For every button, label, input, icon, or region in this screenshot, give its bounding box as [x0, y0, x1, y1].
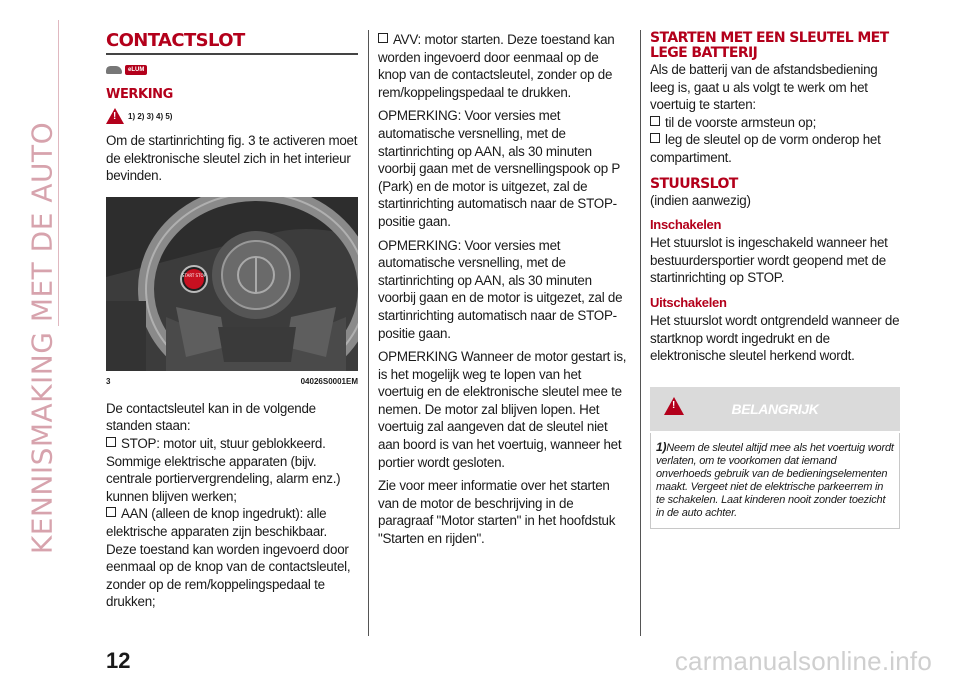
section-title: CONTACTSLOT — [106, 30, 245, 51]
intro-paragraph: Om de startinrichting fig. 3 te activeren moet de elektronische sleutel zich in het interieur bevinden. — [106, 133, 358, 184]
column-middle — [378, 31, 630, 554]
subsection-title: WERKING — [106, 87, 173, 102]
checkbox-bullet-icon — [650, 116, 660, 126]
section-title-stuurslot: STUURSLOT — [650, 175, 738, 192]
inschakelen-text: Het stuurslot is ingeschakeld wanneer het bestuurdersportier wordt geopend met de startinrichting op STOP. — [650, 235, 888, 286]
page-number: 12 — [106, 648, 131, 673]
steering-wheel-figure — [106, 197, 358, 371]
section-title-empty-battery: STARTEN MET EEN SLEUTEL MET LEGE BATTERIJ — [650, 30, 889, 61]
note-paragraph: OPMERKING: Voor versies met automatische versnelling, met de startinrichting op AAN, als 30 minuten voorbij gaan met de versnellingspook op P (Park) en de motor is uitgezet, zal de startinrichting automatisch naar de STOP-positie gaan. — [378, 108, 620, 229]
note-paragraph: OPMERKING: Voor versies met automatische versnelling, met de startinrichting op AAN, als 30 minuten voorbij gaan en de motor is uitgezet, zal de startinrichting automatisch naar de STOP-positie gaan. — [378, 237, 623, 341]
bullet-item — [650, 114, 900, 132]
stuurslot-note: (indien aanwezig) — [650, 192, 751, 208]
important-label: BELANGRIJK — [731, 400, 819, 417]
important-box-header — [650, 387, 900, 431]
bullet-text: AAN (alleen de knop ingedrukt): alle elektrische apparaten zijn beschikbaar. Deze toestand kan worden ingevoerd door eenmaal op de knop van de contactsleutel, zonder op de rem/koppelingspedaal te drukken; — [106, 506, 351, 610]
checkbox-bullet-icon — [650, 133, 660, 143]
bullet-text: STOP: motor uit, stuur geblokkeerd. Sommige elektrische apparaten (bijv. centrale portiervergrendeling, alarm enz.) kunnen blijven werken; — [106, 435, 341, 504]
intro-paragraph: Als de batterij van de afstandsbediening leeg is, gaat u als volgt te werk om het voertuig te starten: — [650, 62, 878, 113]
steering-wheel-image — [106, 197, 358, 371]
title-rule — [106, 53, 358, 55]
uitschakelen-text: Het stuurslot wordt ontgrendeld wanneer de startknop wordt ingedrukt en de elektronische sleutel herkend wordt. — [650, 312, 900, 364]
checkbox-bullet-icon — [378, 33, 388, 43]
checkbox-bullet-icon — [106, 437, 116, 447]
warning-ref-numbers: 1) 2) 3) 4) 5) — [128, 111, 173, 121]
bullet-text: til de voorste armsteun op; — [665, 114, 817, 130]
chapter-side-title: KENNISMAKING MET DE AUTO — [25, 121, 59, 555]
figure-code: 04026S0001EM — [300, 376, 358, 386]
car-icon — [106, 66, 122, 74]
important-box — [650, 433, 900, 529]
checkbox-bullet-icon — [106, 507, 116, 517]
important-text: Neem de sleutel altijd mee als het voertuig wordt verlaten, om te voorkomen dat iemand onverhoeds gebruik van de bedieningselementen maakt. Vergeet niet de elektrische parkeerrem in te schakelen. Laat kinderen nooit zonder toezicht in de auto achter. — [656, 441, 894, 519]
column-left — [106, 30, 358, 611]
important-number: 1) — [656, 439, 667, 454]
warning-icon: ! — [106, 108, 124, 124]
note-paragraph: Zie voor meer informatie over het starten van de motor de beschrijving in de paragraaf "Motor starten" in het hoofdstuk "Starten en rijden". — [378, 478, 616, 547]
figure-number: 3 — [106, 376, 111, 386]
bullet-text: AVV: motor starten. Deze toestand kan worden ingevoerd door eenmaal op de knop van de contactsleutel, zonder op de rem/koppelingspedaal te drukken. — [378, 32, 615, 100]
column-divider — [368, 30, 369, 636]
version-badge — [106, 65, 358, 75]
subsection-inschakelen: Inschakelen — [650, 217, 722, 233]
watermark: carmanualsonline.info — [674, 646, 932, 676]
subsection-uitschakelen: Uitschakelen — [650, 294, 727, 310]
bullet-item — [378, 31, 630, 101]
warning-refs — [106, 108, 358, 124]
bullet-text: leg de sleutel op de vorm onderop het compartiment. — [650, 132, 881, 165]
bullet-item — [106, 435, 358, 505]
start-stop-label: START STOP — [181, 272, 207, 278]
positions-intro: De contactsleutel kan in de volgende standen staan: — [106, 400, 316, 434]
note-paragraph: OPMERKING Wanneer de motor gestart is, is het mogelijk weg te lopen van het voertuig en de elektronische sleutel mee te nemen. De motor zal blijven lopen. Het voertuig zal aangeven dat de sleutel niet aan boord is van het voertuig, wanneer het portier wordt gesloten. — [378, 349, 627, 470]
column-right — [650, 31, 900, 529]
figure-caption — [106, 377, 358, 386]
warning-icon: ! — [664, 397, 684, 415]
bullet-item — [106, 505, 358, 611]
elum-badge: eLUM — [125, 65, 147, 75]
bullet-item — [650, 131, 900, 166]
column-divider — [640, 30, 641, 636]
